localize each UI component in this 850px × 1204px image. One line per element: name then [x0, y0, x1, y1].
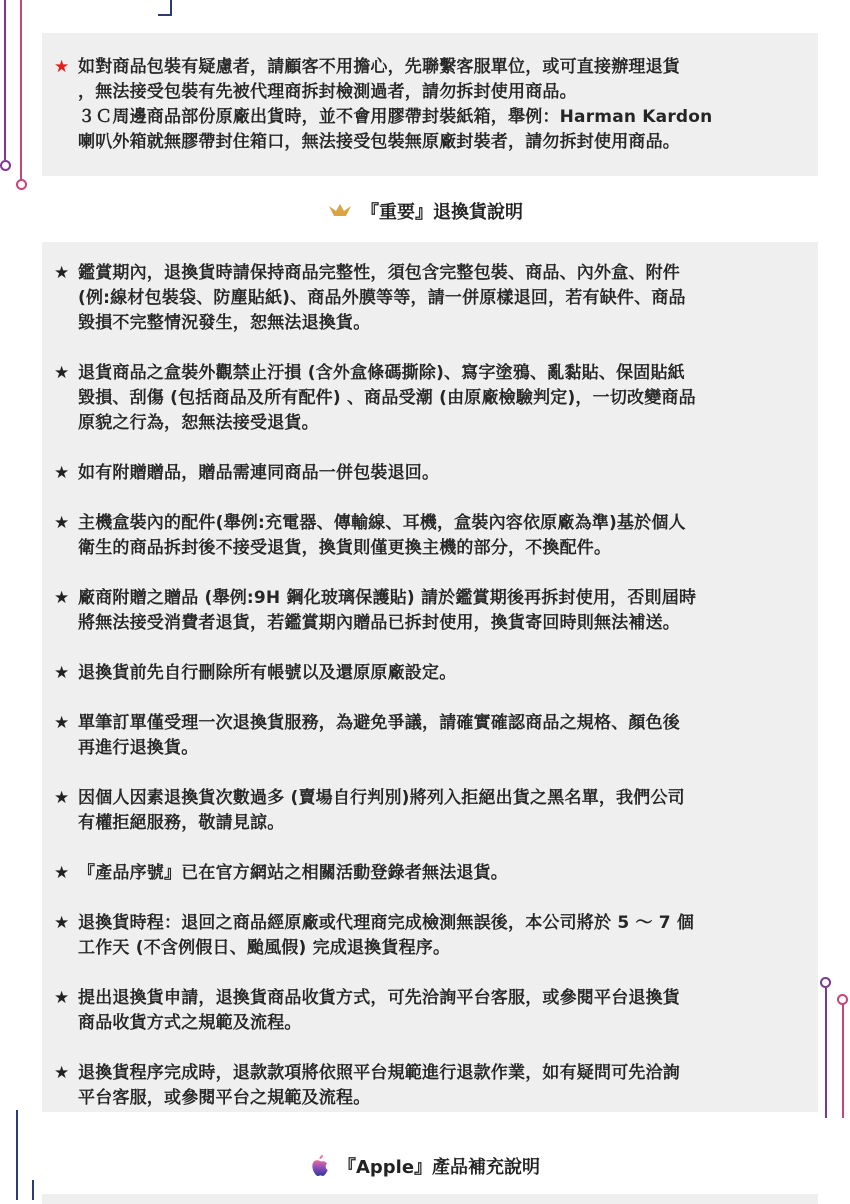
notice-line: 如對商品包裝有疑慮者，請顧客不用擔心，先聯繫客服單位，或可直接辦理退貨 [78, 57, 680, 77]
rule-line: 再進行退換貨。 [78, 738, 199, 758]
rule-line: 工作天 (不含例假日、颱風假) 完成退換貨程序。 [78, 938, 451, 958]
crown-icon [327, 202, 353, 220]
rule-line: 主機盒裝內的配件(舉例:充電器、傳輸線、耳機，盒裝內容依原廠為準)基於個人 [78, 513, 686, 533]
section-heading-important [0, 198, 850, 224]
star-icon: ★ [54, 988, 70, 1008]
rule-line: 商品收貨方式之規範及流程。 [78, 1013, 302, 1033]
star-icon: ★ [54, 513, 70, 533]
rule-line: 將無法接受消費者退貨，若鑑賞期內贈品已拆封使用，換貨寄回時則無法補送。 [78, 613, 680, 633]
star-icon: ★ [54, 713, 70, 733]
rule-item [54, 1061, 804, 1111]
notice-line: ３Ｃ周邊商品部份原廠出貨時，並不會用膠帶封裝紙箱，舉例：Harman Kardon [78, 107, 713, 127]
notice-line: 喇叭外箱就無膠帶封住箱口，無法接受包裝無原廠封裝者，請勿拆封使用商品。 [78, 132, 680, 152]
notice-panel [42, 33, 818, 176]
rule-line: 退貨商品之盒裝外觀禁止汙損 (含外盒條碼撕除)、寫字塗鴉、亂黏貼、保固貼紙 [78, 363, 685, 383]
star-icon: ★ [54, 463, 70, 483]
rule-item [54, 361, 804, 436]
rule-line: 如有附贈贈品，贈品需連同商品一併包裝退回。 [78, 463, 440, 483]
rule-line: 廠商附贈之贈品 (舉例:9H 鋼化玻璃保護貼) 請於鑑賞期後再拆封使用，否則屆時 [78, 588, 697, 608]
rule-item [54, 661, 804, 686]
star-icon: ★ [54, 588, 70, 608]
section-title: 『重要』退換貨說明 [361, 202, 523, 223]
star-icon: ★ [54, 913, 70, 933]
section-heading-apple [0, 1153, 850, 1179]
star-icon: ★ [54, 263, 70, 283]
deco-line-purple-right [825, 988, 827, 1118]
deco-line-purple-left [4, 0, 6, 160]
red-star-icon: ★ [54, 57, 70, 77]
rule-item [54, 586, 804, 636]
rule-line: 有權拒絕服務，敬請見諒。 [78, 813, 285, 833]
rule-item [54, 986, 804, 1036]
deco-circle-left-2 [16, 179, 27, 190]
rule-line: 『產品序號』已在官方網站之相關活動登錄者無法退貨。 [78, 863, 508, 883]
rule-item [54, 861, 804, 886]
star-icon: ★ [54, 363, 70, 383]
deco-line-pink-right [842, 1003, 844, 1118]
rule-line: 毀損、刮傷 (包括商品及所有配件) 、商品受潮 (由原廠檢驗判定)，一切改變商品 [78, 388, 696, 408]
rule-line: 提出退換貨申請，退換貨商品收貨方式，可先洽詢平台客服，或參閱平台退換貨 [78, 988, 680, 1008]
star-icon: ★ [54, 788, 70, 808]
rule-line: 平台客服，或參閱平台之規範及流程。 [78, 1088, 371, 1108]
rule-line: 原貌之行為，恕無法接受退貨。 [78, 413, 319, 433]
rule-item [54, 511, 804, 561]
rules-panel [42, 242, 818, 1112]
deco-circle-left-1 [0, 160, 11, 171]
rule-line: 衛生的商品拆封後不接受退貨，換貨則僅更換主機的部分，不換配件。 [78, 538, 612, 558]
rule-line: 退換貨程序完成時，退款款項將依照平台規範進行退款作業，如有疑問可先洽詢 [78, 1063, 680, 1083]
rule-line: 單筆訂單僅受理一次退換貨服務，為避免爭議，請確實確認商品之規格、顏色後 [78, 713, 680, 733]
rule-item [54, 911, 804, 961]
deco-circle-right-1 [820, 977, 831, 988]
deco-line-navy-left-2 [32, 1180, 34, 1200]
rule-line: 毀損不完整情況發生，恕無法退換貨。 [78, 313, 371, 333]
star-icon: ★ [54, 1063, 70, 1083]
rule-item [54, 786, 804, 836]
deco-circle-right-2 [837, 994, 848, 1005]
apple-panel [42, 1194, 818, 1204]
notice-paragraph [54, 55, 804, 155]
deco-line-pink-left [20, 0, 22, 180]
rule-line: 退換貨前先自行刪除所有帳號以及還原原廠設定。 [78, 663, 457, 683]
deco-corner-top [158, 0, 172, 16]
rule-item [54, 261, 804, 336]
rule-item [54, 711, 804, 761]
rule-line: (例:線材包裝袋、防塵貼紙)、商品外膜等等，請一併原樣退回，若有缺件、商品 [78, 288, 686, 308]
star-icon: ★ [54, 663, 70, 683]
rule-line: 退換貨時程：退回之商品經原廠或代理商完成檢測無誤後，本公司將於 5 ～ 7 個 [78, 913, 695, 933]
rule-item [54, 461, 804, 486]
section-title: 『Apple』產品補充說明 [337, 1157, 541, 1178]
rule-line: 因個人因素退換貨次數過多 (賣場自行判別)將列入拒絕出貨之黑名單，我們公司 [78, 788, 685, 808]
apple-logo-icon [310, 1154, 330, 1178]
rules-list [54, 261, 804, 1111]
notice-line: ，無法接受包裝有先被代理商拆封檢測過者，請勿拆封使用商品。 [78, 82, 577, 102]
rule-line: 鑑賞期內，退換貨時請保持商品完整性，須包含完整包裝、商品、內外盒、附件 [78, 263, 680, 283]
star-icon: ★ [54, 863, 70, 883]
